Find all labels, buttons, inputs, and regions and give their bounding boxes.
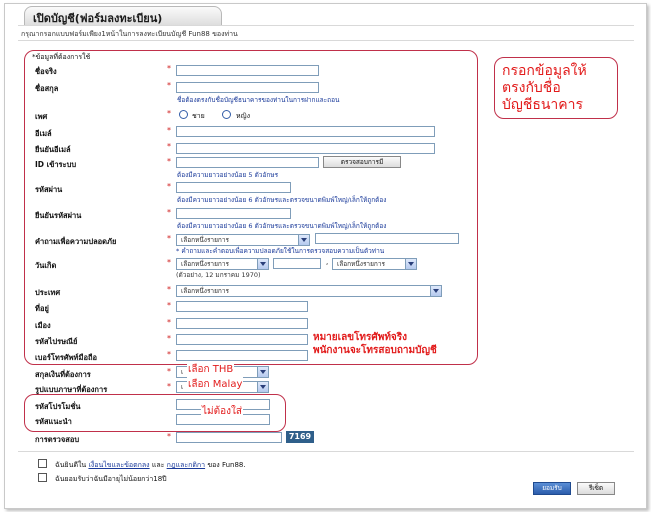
required-mark: * [167, 126, 171, 135]
captcha-code-image: 7169 [286, 431, 314, 443]
security-question-label: คำถามเพื่อความปลอดภัย [35, 237, 117, 246]
currency-note: เลือก THB [188, 364, 234, 375]
submit-button[interactable]: ยอมรับ [533, 482, 571, 495]
gender-male-label: ชาย [192, 112, 205, 120]
email-label: อีเมล์ [35, 129, 52, 138]
first-name-input[interactable] [176, 65, 319, 76]
username-label: ID เข้าระบบ [35, 160, 77, 169]
and-text: และ [151, 461, 165, 469]
last-name-label: ชื่อสกุล [35, 84, 59, 93]
intro-divider [18, 40, 634, 41]
required-mark: * [167, 367, 171, 376]
page-title: เปิดบัญชี(ฟอร์มลงทะเบียน) [33, 12, 163, 25]
postcode-label: รหัสไปรษณีย์ [35, 337, 78, 346]
check-availability-button[interactable]: ตรวจสอบการมี [323, 156, 401, 168]
required-mark: * [167, 157, 171, 166]
age-confirm-text: ฉันยอมรับว่าฉันมีอายุไม่น้อยกว่า18ปี [55, 475, 167, 483]
confirm-email-input[interactable] [176, 143, 435, 154]
required-mark: * [167, 432, 171, 441]
required-mark: * [167, 234, 171, 243]
age-confirm-checkbox[interactable] [38, 473, 47, 482]
password-hint: ต้องมีความยาวอย่างน้อย 6 ตัวอักษรและตรวจขนาดพิมพ์ใหญ่/เล็กให้ถูกต้อง [177, 196, 387, 204]
required-mark: * [167, 142, 171, 151]
security-answer-input[interactable] [315, 233, 459, 244]
password-input[interactable] [176, 182, 291, 193]
accept-prefix: ฉันยินดีใน [55, 461, 87, 469]
top-note-line-2: ตรงกับชื่อ [502, 80, 561, 96]
currency-label: สกุลเงินที่ต้องการ [35, 370, 91, 379]
gender-female-radio[interactable] [222, 110, 231, 119]
chevron-down-icon [257, 382, 268, 392]
country-label: ประเทศ [35, 288, 61, 297]
language-note: เลือก Malay [188, 379, 243, 390]
country-select[interactable] [176, 285, 442, 297]
chevron-down-icon [257, 259, 268, 269]
reset-button[interactable]: รีเซ็ต [577, 482, 615, 495]
required-mark: * [167, 109, 171, 118]
chevron-down-icon [430, 286, 441, 296]
suffix-text: ของ Fun88. [207, 461, 246, 469]
address-label: ที่อยู่ [35, 304, 49, 313]
captcha-label: การตรวจสอบ [35, 435, 80, 444]
required-mark: * [167, 81, 171, 90]
birthday-day-select[interactable] [176, 258, 269, 270]
phone-note-line-1: หมายเลขโทรศัพท์จริง [313, 332, 408, 343]
username-hint: ต้องมีความยาวอย่างน้อย 5 ตัวอักษร [177, 171, 279, 179]
form-divider [18, 451, 634, 452]
confirm-password-hint: ต้องมีความยาวอย่างน้อย 6 ตัวอักษรและตรวจขนาดพิมพ์ใหญ่/เล็กให้ถูกต้อง [177, 222, 387, 230]
required-mark: * [167, 285, 171, 294]
title-divider [18, 25, 634, 26]
gender-male-radio[interactable] [179, 110, 188, 119]
gender-label: เพศ [35, 112, 48, 121]
required-mark: * [167, 318, 171, 327]
required-mark: * [167, 350, 171, 359]
address-input[interactable] [176, 301, 308, 312]
required-mark: * [167, 182, 171, 191]
username-input[interactable] [176, 157, 319, 168]
gender-female-label: หญิง [236, 112, 250, 120]
postcode-input[interactable] [176, 334, 308, 345]
birthday-label: วันเกิด [35, 261, 57, 270]
confirm-email-label: ยืนยันอีเมล์ [35, 145, 71, 154]
rules-link[interactable]: กฎและกติกา [166, 461, 206, 469]
accept-terms-checkbox[interactable] [38, 459, 47, 468]
terms-link[interactable]: เงื่อนไขและข้อตกลง [88, 461, 150, 469]
required-mark: * [167, 208, 171, 217]
no-need-note: ไม่ต้องใส่ [202, 406, 242, 417]
security-hint: * คำถามและคำตอบเพื่อความปลอดภัยใช้ในการตรวจสอบความเป็นตัวท่าน [176, 247, 385, 255]
mobile-input[interactable] [176, 350, 308, 361]
country-value: เลือกหนึ่งรายการ [181, 287, 229, 295]
required-mark: * [167, 301, 171, 310]
required-mark: * [167, 334, 171, 343]
referral-code-label: รหัสแนะนำ [35, 417, 72, 426]
birthday-separator: , [326, 258, 329, 266]
promo-code-label: รหัสโปรโมชั่น [35, 402, 81, 411]
security-question-value: เลือกหนึ่งรายการ [181, 236, 229, 244]
required-mark: * [167, 258, 171, 267]
accept-terms-text [55, 460, 246, 471]
top-note-line-1: กรอกข้อมูลให้ [502, 63, 587, 79]
required-mark: * [167, 64, 171, 73]
mobile-label: เบอร์โทรศัพท์มือถือ [35, 353, 97, 362]
language-value: เ [181, 383, 184, 391]
email-input[interactable] [176, 126, 435, 137]
birthday-day-value: เลือกหนึ่งรายการ [181, 260, 229, 268]
city-input[interactable] [176, 318, 308, 329]
required-mark: * [167, 382, 171, 391]
language-label: รูปแบบภาษาที่ต้องการ [35, 385, 108, 394]
captcha-input[interactable] [176, 432, 282, 443]
currency-value: เ [181, 368, 184, 376]
page-title-tab [24, 6, 222, 26]
phone-note-line-2: พนักงานจะโทรสอบถามบัญชี [313, 345, 437, 356]
confirm-password-input[interactable] [176, 208, 291, 219]
birthday-month-select[interactable] [332, 258, 417, 270]
chevron-down-icon [298, 235, 309, 245]
intro-text: กรุณากรอกแบบฟอร์มเพียง1หน้าในการลงทะเบียนบัญชี Fun88 ของท่าน [21, 30, 238, 38]
birthday-month-value: เลือกหนึ่งรายการ [337, 260, 385, 268]
security-question-select[interactable] [176, 234, 310, 246]
first-name-label: ชื่อจริง [35, 67, 57, 76]
chevron-down-icon [257, 367, 268, 377]
city-label: เมือง [35, 321, 51, 330]
chevron-down-icon [405, 259, 416, 269]
section-label: *ข้อมูลที่ต้องการใช้ [32, 53, 91, 61]
confirm-password-label: ยืนยันรหัสผ่าน [35, 211, 82, 220]
password-label: รหัสผ่าน [35, 185, 63, 194]
birthday-hint: (ตัวอย่าง, 12 มกราคม 1970) [176, 271, 261, 279]
last-name-input[interactable] [176, 82, 319, 93]
name-hint: ชื่อต้องตรงกับชื่อบัญชีธนาคารของท่านในการฝากและถอน [177, 96, 340, 104]
birthday-year-input[interactable] [273, 258, 321, 269]
top-note-line-3: บัญชีธนาคาร [502, 97, 584, 113]
